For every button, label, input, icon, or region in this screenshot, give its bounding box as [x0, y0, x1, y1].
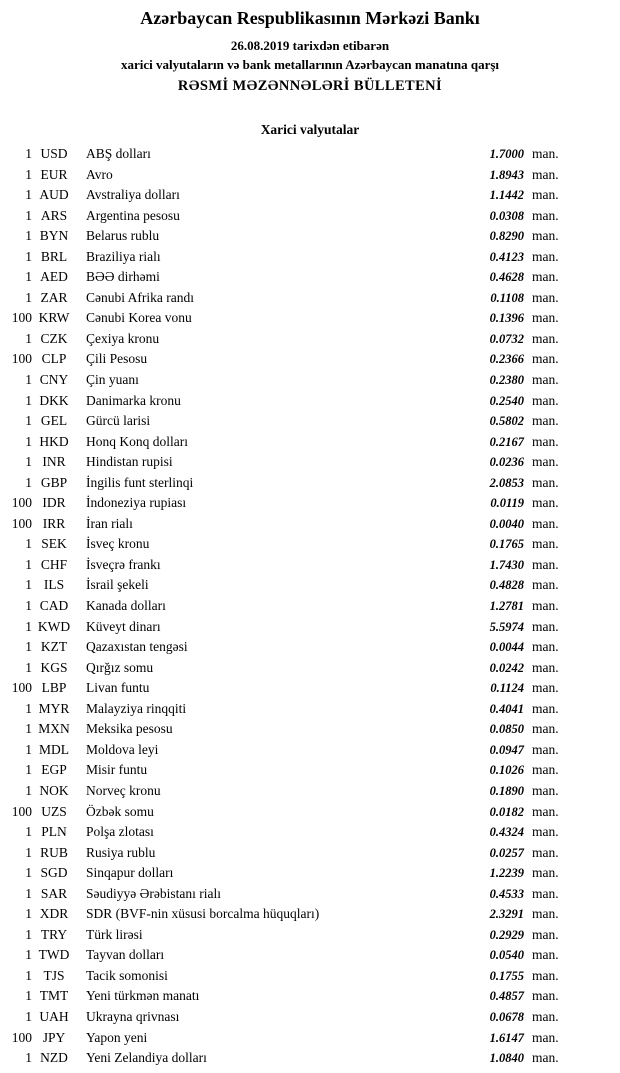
currency-name: Belarus rublu: [86, 228, 160, 244]
rate-row: [0, 699, 578, 720]
quantity: 1: [25, 659, 32, 675]
rate-value: 0.0308: [489, 208, 524, 223]
rate-row: [0, 863, 578, 884]
unit-label: man.: [532, 351, 559, 367]
currency-name: SDR (BVF-nin xüsusi borcalma hüquqları): [86, 906, 320, 922]
currency-code: MYR: [38, 700, 70, 716]
rate-value: 1.1442: [489, 188, 524, 203]
currency-name: Polşa zlotası: [86, 824, 154, 840]
currency-name: Cənubi Afrika randı: [86, 289, 194, 305]
rate-value: 0.2366: [489, 352, 524, 367]
quantity: 1: [25, 248, 32, 264]
currency-name: BƏƏ dirhəmi: [86, 269, 160, 285]
currency-name: Səudiyyə Ərəbistanı rialı: [86, 885, 221, 901]
currency-name: İsveç kronu: [86, 536, 150, 552]
unit-label: man.: [532, 680, 559, 696]
unit-label: man.: [532, 824, 559, 840]
rate-row: [0, 411, 578, 432]
quantity: 100: [11, 515, 32, 531]
quantity: 1: [25, 207, 32, 223]
currency-name: Ukrayna qrivnası: [86, 1008, 180, 1024]
rate-row: [0, 925, 578, 946]
rate-value: 0.4041: [489, 701, 524, 716]
bulletin-title: RƏSMİ MƏZƏNNƏLƏRİ BÜLLETENİ: [177, 78, 443, 94]
quantity: 1: [25, 228, 32, 244]
rate-value: 0.1755: [489, 968, 524, 983]
rate-value: 0.4628: [489, 270, 524, 285]
currency-name: Çin yuanı: [86, 372, 139, 388]
unit-label: man.: [532, 700, 559, 716]
currency-code: ILS: [43, 577, 65, 593]
unit-label: man.: [532, 187, 559, 203]
rate-row: [0, 802, 578, 823]
unit-label: man.: [532, 721, 559, 737]
currency-code: NZD: [40, 1050, 68, 1066]
bulletin-header: [0, 8, 620, 95]
rate-value: 2.3291: [489, 907, 524, 922]
rate-value: 0.0119: [490, 496, 524, 511]
unit-label: man.: [532, 947, 559, 963]
bank-title: Azərbaycan Respublikasının Mərkəzi Bankı: [140, 8, 480, 28]
rate-value: 1.7430: [489, 557, 524, 572]
quantity: 1: [25, 885, 32, 901]
unit-label: man.: [532, 433, 559, 449]
quantity: 100: [11, 310, 32, 326]
rate-row: [0, 370, 578, 391]
quantity: 1: [25, 967, 32, 983]
unit-label: man.: [532, 577, 559, 593]
rate-value: 1.2781: [489, 599, 524, 614]
quantity: 100: [11, 680, 32, 696]
unit-label: man.: [532, 166, 559, 182]
quantity: 1: [25, 330, 32, 346]
rate-row: [0, 493, 578, 514]
currency-name: Tayvan dolları: [86, 947, 165, 963]
unit-label: man.: [532, 741, 559, 757]
currency-name: Yeni Zelandiya dolları: [86, 1050, 207, 1066]
unit-label: man.: [532, 844, 559, 860]
currency-code: TJS: [43, 967, 65, 983]
rate-row: [0, 308, 578, 329]
unit-label: man.: [532, 906, 559, 922]
currency-name: Çexiya kronu: [86, 330, 160, 346]
currency-code: INR: [42, 454, 66, 470]
quantity: 1: [25, 782, 32, 798]
currency-code: CHF: [40, 556, 68, 572]
currency-name: Honq Konq dolları: [86, 433, 188, 449]
currency-name: Norveç kronu: [86, 782, 161, 798]
currency-code: SAR: [40, 885, 68, 901]
rate-value: 0.0236: [489, 455, 524, 470]
quantity: 1: [25, 721, 32, 737]
rate-value: 1.8943: [489, 167, 524, 182]
currency-code: NOK: [39, 782, 69, 798]
rate-row: [0, 226, 578, 247]
unit-label: man.: [532, 330, 559, 346]
quantity: 1: [25, 741, 32, 757]
currency-name: Malayziya rinqqiti: [86, 700, 187, 716]
quantity: 1: [25, 700, 32, 716]
rate-value: 0.2929: [489, 927, 524, 942]
rate-row: [0, 966, 578, 987]
quantity: 1: [25, 947, 32, 963]
currency-code: BYN: [39, 228, 69, 244]
rate-row: [0, 391, 578, 412]
unit-label: man.: [532, 454, 559, 470]
currency-name: Moldova leyi: [86, 741, 159, 757]
rate-row: [0, 349, 578, 370]
currency-code: GEL: [40, 413, 68, 429]
currency-code: HKD: [39, 433, 69, 449]
currency-code: GBP: [40, 474, 68, 490]
section-title-foreign-currencies: Xarici valyutalar: [260, 122, 360, 137]
exchange-rates-body: [0, 144, 578, 1069]
currency-name: Türk lirəsi: [86, 926, 143, 942]
unit-label: man.: [532, 495, 559, 511]
rate-value: 0.1396: [489, 311, 524, 326]
rate-value: 0.0242: [489, 660, 524, 675]
currency-code: CAD: [39, 598, 69, 614]
rate-row: [0, 884, 578, 905]
rate-row: [0, 473, 578, 494]
currency-code: CLP: [41, 351, 67, 367]
quantity: 1: [25, 269, 32, 285]
currency-code: USD: [40, 146, 68, 161]
currency-name: İngilis funt sterlinqi: [86, 474, 194, 490]
rate-value: 0.4857: [489, 989, 524, 1004]
rate-value: 0.1890: [489, 783, 524, 798]
currency-name: Qırğız somu: [86, 659, 154, 675]
rate-row: [0, 575, 578, 596]
quantity: 1: [25, 598, 32, 614]
quantity: 1: [25, 536, 32, 552]
rate-value: 0.4828: [489, 578, 524, 593]
rate-row: [0, 678, 578, 699]
currency-code: KRW: [38, 310, 70, 326]
unit-label: man.: [532, 865, 559, 881]
rate-value: 2.0853: [489, 475, 524, 490]
rate-value: 5.5974: [489, 619, 524, 634]
quantity: 100: [11, 495, 32, 511]
rate-value: 0.0732: [489, 331, 524, 346]
rate-value: 0.0040: [489, 516, 524, 531]
rate-value: 0.0947: [489, 742, 524, 757]
rate-row: [0, 206, 578, 227]
quantity: 1: [25, 372, 32, 388]
quantity: 1: [25, 146, 32, 161]
rate-row: [0, 329, 578, 350]
unit-label: man.: [532, 536, 559, 552]
rate-row: [0, 514, 578, 535]
quantity: 1: [25, 824, 32, 840]
currency-name: ABŞ dolları: [86, 146, 151, 161]
rate-row: [0, 822, 578, 843]
currency-code: EUR: [40, 166, 68, 182]
rate-row: [0, 185, 578, 206]
rate-value: 1.2239: [489, 866, 524, 881]
rate-row: [0, 596, 578, 617]
unit-label: man.: [532, 310, 559, 326]
rate-row: [0, 1048, 578, 1069]
currency-name: İndoneziya rupiası: [86, 495, 187, 511]
rate-row: [0, 144, 578, 165]
currency-name: Küveyt dinarı: [86, 618, 161, 634]
rate-value: 0.1124: [490, 681, 524, 696]
currency-name: İsrail şekeli: [86, 577, 149, 593]
rate-value: 0.2540: [489, 393, 524, 408]
unit-label: man.: [532, 885, 559, 901]
rate-row: [0, 555, 578, 576]
rate-row: [0, 1007, 578, 1028]
rate-value: 1.7000: [489, 147, 524, 161]
currency-name: Avstraliya dolları: [86, 187, 180, 203]
rate-value: 0.4324: [489, 825, 524, 840]
currency-code: DKK: [39, 392, 69, 408]
quantity: 1: [25, 474, 32, 490]
currency-name: Danimarka kronu: [86, 392, 181, 408]
rate-row: [0, 432, 578, 453]
currency-name: Meksika pesosu: [86, 721, 173, 737]
quantity: 100: [11, 803, 32, 819]
rate-row: [0, 904, 578, 925]
quantity: 1: [25, 187, 32, 203]
rate-value: 0.1108: [490, 290, 524, 305]
currency-name: Yapon yeni: [86, 1029, 148, 1045]
unit-label: man.: [532, 289, 559, 305]
unit-label: man.: [532, 988, 559, 1004]
currency-name: Cənubi Korea vonu: [86, 310, 192, 326]
rate-value: 0.8290: [489, 229, 524, 244]
currency-code: TWD: [38, 947, 70, 963]
currency-code: ZAR: [40, 289, 68, 305]
unit-label: man.: [532, 618, 559, 634]
rate-row: [0, 637, 578, 658]
rate-row: [0, 986, 578, 1007]
quantity: 1: [25, 988, 32, 1004]
quantity: 1: [25, 1008, 32, 1024]
currency-code: EGP: [41, 762, 67, 778]
currency-code: AUD: [39, 187, 69, 203]
unit-label: man.: [532, 967, 559, 983]
unit-label: man.: [532, 269, 559, 285]
rate-value: 1.0840: [489, 1051, 524, 1066]
unit-label: man.: [532, 392, 559, 408]
rate-value: 0.4123: [489, 249, 524, 264]
quantity: 1: [25, 577, 32, 593]
rate-row: [0, 740, 578, 761]
rate-row: [0, 534, 578, 555]
rate-row: [0, 843, 578, 864]
currency-name: Qazaxıstan tengəsi: [86, 639, 188, 655]
currency-name: Çili Pesosu: [86, 351, 148, 367]
unit-label: man.: [532, 207, 559, 223]
quantity: 1: [25, 844, 32, 860]
currency-code: KGS: [40, 659, 68, 675]
currency-code: PLN: [41, 824, 67, 840]
currency-name: Kanada dolları: [86, 598, 166, 614]
currency-name: Yeni türkmən manatı: [86, 988, 200, 1004]
rate-row: [0, 945, 578, 966]
rate-row: [0, 247, 578, 268]
quantity: 1: [25, 433, 32, 449]
quantity: 1: [25, 906, 32, 922]
unit-label: man.: [532, 228, 559, 244]
rate-value: 0.0850: [489, 722, 524, 737]
currency-code: JPY: [42, 1029, 66, 1045]
currency-code: CZK: [40, 330, 68, 346]
currency-code: XDR: [39, 906, 69, 922]
unit-label: man.: [532, 248, 559, 264]
quantity: 1: [25, 865, 32, 881]
unit-label: man.: [532, 659, 559, 675]
rate-value: 0.0182: [489, 804, 524, 819]
currency-name: Misir funtu: [86, 762, 148, 778]
currency-name: Tacik somonisi: [86, 967, 168, 983]
rate-value: 0.4533: [489, 886, 524, 901]
currency-code: BRL: [40, 248, 68, 264]
unit-label: man.: [532, 782, 559, 798]
currency-code: RUB: [40, 844, 68, 860]
unit-label: man.: [532, 1008, 559, 1024]
rate-row: [0, 165, 578, 186]
unit-label: man.: [532, 413, 559, 429]
currency-name: Braziliya rialı: [86, 248, 161, 264]
unit-label: man.: [532, 598, 559, 614]
currency-code: ARS: [40, 207, 68, 223]
quantity: 1: [25, 618, 32, 634]
unit-label: man.: [532, 926, 559, 942]
rate-value: 0.0044: [489, 640, 524, 655]
quantity: 1: [25, 762, 32, 778]
unit-label: man.: [532, 515, 559, 531]
quantity: 1: [25, 639, 32, 655]
rate-row: [0, 617, 578, 638]
currency-name: Livan funtu: [86, 680, 150, 696]
rate-value: 0.1765: [489, 537, 524, 552]
unit-label: man.: [532, 372, 559, 388]
rate-value: 0.1026: [489, 763, 524, 778]
subject-line: xarici valyutaların və bank metallarının Azərbaycan manatına qarşı: [120, 57, 500, 72]
unit-label: man.: [532, 1050, 559, 1066]
currency-code: TMT: [39, 988, 69, 1004]
currency-name: Hindistan rupisi: [86, 454, 173, 470]
unit-label: man.: [532, 146, 559, 161]
quantity: 1: [25, 413, 32, 429]
currency-name: Özbək somu: [86, 803, 154, 819]
currency-code: TRY: [40, 926, 68, 942]
currency-code: SGD: [40, 865, 68, 881]
rate-value: 0.2167: [489, 434, 524, 449]
rate-value: 1.6147: [489, 1030, 524, 1045]
quantity: 1: [25, 1050, 32, 1066]
currency-code: LBP: [41, 680, 67, 696]
unit-label: man.: [532, 803, 559, 819]
currency-code: MDL: [39, 741, 69, 757]
rate-value: 0.0257: [489, 845, 524, 860]
rate-row: [0, 760, 578, 781]
currency-code: MXN: [38, 721, 70, 737]
rate-value: 0.0678: [489, 1009, 524, 1024]
rate-value: 0.2380: [489, 373, 524, 388]
unit-label: man.: [532, 762, 559, 778]
currency-name: İsveçrə frankı: [86, 556, 161, 572]
unit-label: man.: [532, 639, 559, 655]
effective-date: 26.08.2019 tarixdən etibarən: [230, 38, 390, 53]
quantity: 1: [25, 926, 32, 942]
quantity: 1: [25, 454, 32, 470]
rate-value: 0.0540: [489, 948, 524, 963]
currency-name: Gürcü larisi: [86, 413, 151, 429]
rate-row: [0, 719, 578, 740]
quantity: 100: [11, 351, 32, 367]
currency-code: UZS: [41, 803, 67, 819]
currency-name: Avro: [86, 166, 113, 182]
currency-name: Argentina pesosu: [86, 207, 180, 223]
exchange-rates-table: [0, 144, 578, 1069]
currency-code: UAH: [39, 1008, 69, 1024]
currency-code: SEK: [41, 536, 67, 552]
unit-label: man.: [532, 1029, 559, 1045]
currency-name: Sinqapur dolları: [86, 865, 174, 881]
unit-label: man.: [532, 556, 559, 572]
rate-row: [0, 288, 578, 309]
quantity: 1: [25, 392, 32, 408]
currency-code: CNY: [39, 372, 69, 388]
quantity: 1: [25, 556, 32, 572]
currency-code: KZT: [40, 639, 68, 655]
unit-label: man.: [532, 474, 559, 490]
rate-value: 0.5802: [489, 414, 524, 429]
currency-name: Rusiya rublu: [86, 844, 156, 860]
currency-code: KWD: [37, 618, 71, 634]
quantity: 1: [25, 166, 32, 182]
quantity: 100: [11, 1029, 32, 1045]
currency-code: IRR: [42, 515, 66, 531]
rate-row: [0, 781, 578, 802]
currency-name: İran rialı: [86, 515, 133, 531]
quantity: 1: [25, 289, 32, 305]
rate-row: [0, 1028, 578, 1049]
currency-code: IDR: [42, 495, 66, 511]
rate-row: [0, 658, 578, 679]
rate-row: [0, 452, 578, 473]
rate-row: [0, 267, 578, 288]
currency-code: AED: [40, 269, 68, 285]
